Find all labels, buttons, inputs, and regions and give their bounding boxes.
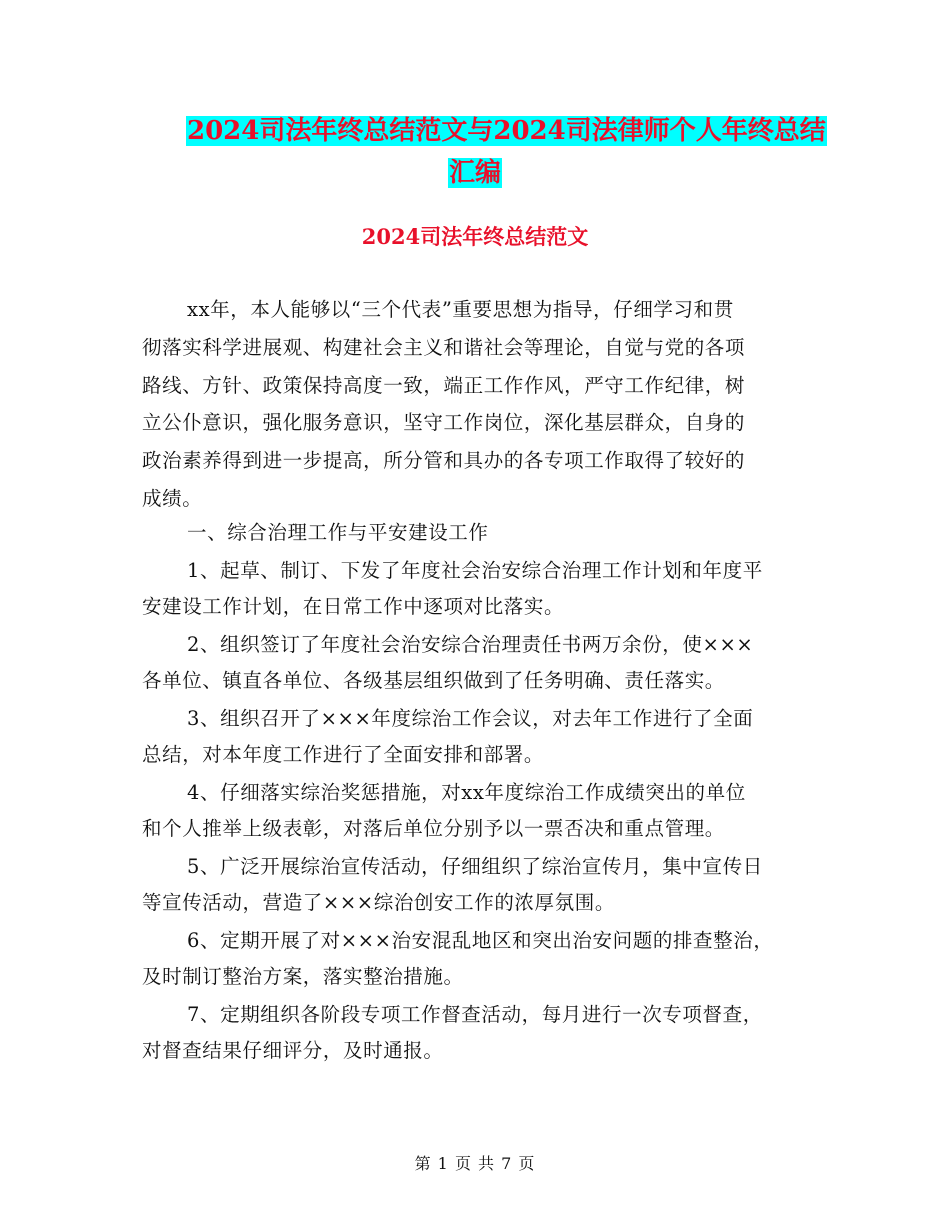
body-line: xx年，本人能够以“三个代表”重要思想为指导，仔细学习和贯: [187, 298, 734, 321]
body-line: 5、广泛开展综治宣传活动，仔细组织了综治宣传月，集中宣传日: [187, 855, 763, 878]
body-line: 总结，对本年度工作进行了全面安排和部署。: [142, 743, 545, 766]
page-number-footer: 第 1 页 共 7 页: [414, 1154, 536, 1173]
section-title: 2024司法年终总结范文: [361, 224, 589, 249]
body-line: 和个人推举上级表彰，对落后单位分别予以一票否决和重点管理。: [142, 817, 725, 840]
title-highlight: 汇编: [448, 158, 502, 188]
body-line: 路线、方针、政策保持高度一致，端正工作作风，严守工作纪律，树: [142, 374, 746, 397]
body-line: 7、定期组织各阶段专项工作督查活动，每月进行一次专项督查，: [187, 1003, 763, 1026]
body-line: 2、组织签订了年度社会治安综合治理责任书两万余份，使×××: [187, 633, 754, 656]
body-line: 成绩。: [142, 487, 203, 510]
body-line: 立公仆意识，强化服务意识，坚守工作岗位，深化基层群众，自身的: [142, 411, 746, 434]
body-line: 及时制订整治方案，落实整治措施。: [142, 965, 464, 988]
section-heading: 一、综合治理工作与平安建设工作: [187, 521, 489, 544]
body-line: 政治素养得到进一步提高，所分管和具办的各专项工作取得了较好的: [142, 449, 746, 472]
body-line: 6、定期开展了对×××治安混乱地区和突出治安问题的排查整治，: [187, 929, 774, 952]
body-line: 等宣传活动，营造了×××综治创安工作的浓厚氛围。: [142, 891, 615, 914]
body-line: 对督查结果仔细评分，及时通报。: [142, 1039, 444, 1062]
body-line: 彻落实科学进展观、构建社会主义和谐社会等理论，自觉与党的各项: [142, 336, 746, 359]
body-line: 1、起草、制订、下发了年度社会治安综合治理工作计划和年度平: [187, 559, 763, 582]
body-line: 安建设工作计划，在日常工作中逐项对比落实。: [142, 595, 565, 618]
title-highlight: 2024司法年终总结范文与2024司法律师个人年终总结: [187, 116, 826, 146]
document-title-line-2: [448, 156, 502, 190]
document-title-line-1: [186, 114, 827, 148]
body-line: 4、仔细落实综治奖惩措施，对xx年度综治工作成绩突出的单位: [187, 781, 746, 804]
body-line: 各单位、镇直各单位、各级基层组织做到了任务明确、责任落实。: [142, 669, 725, 692]
body-line: 3、组织召开了×××年度综治工作会议，对去年工作进行了全面: [187, 707, 754, 730]
